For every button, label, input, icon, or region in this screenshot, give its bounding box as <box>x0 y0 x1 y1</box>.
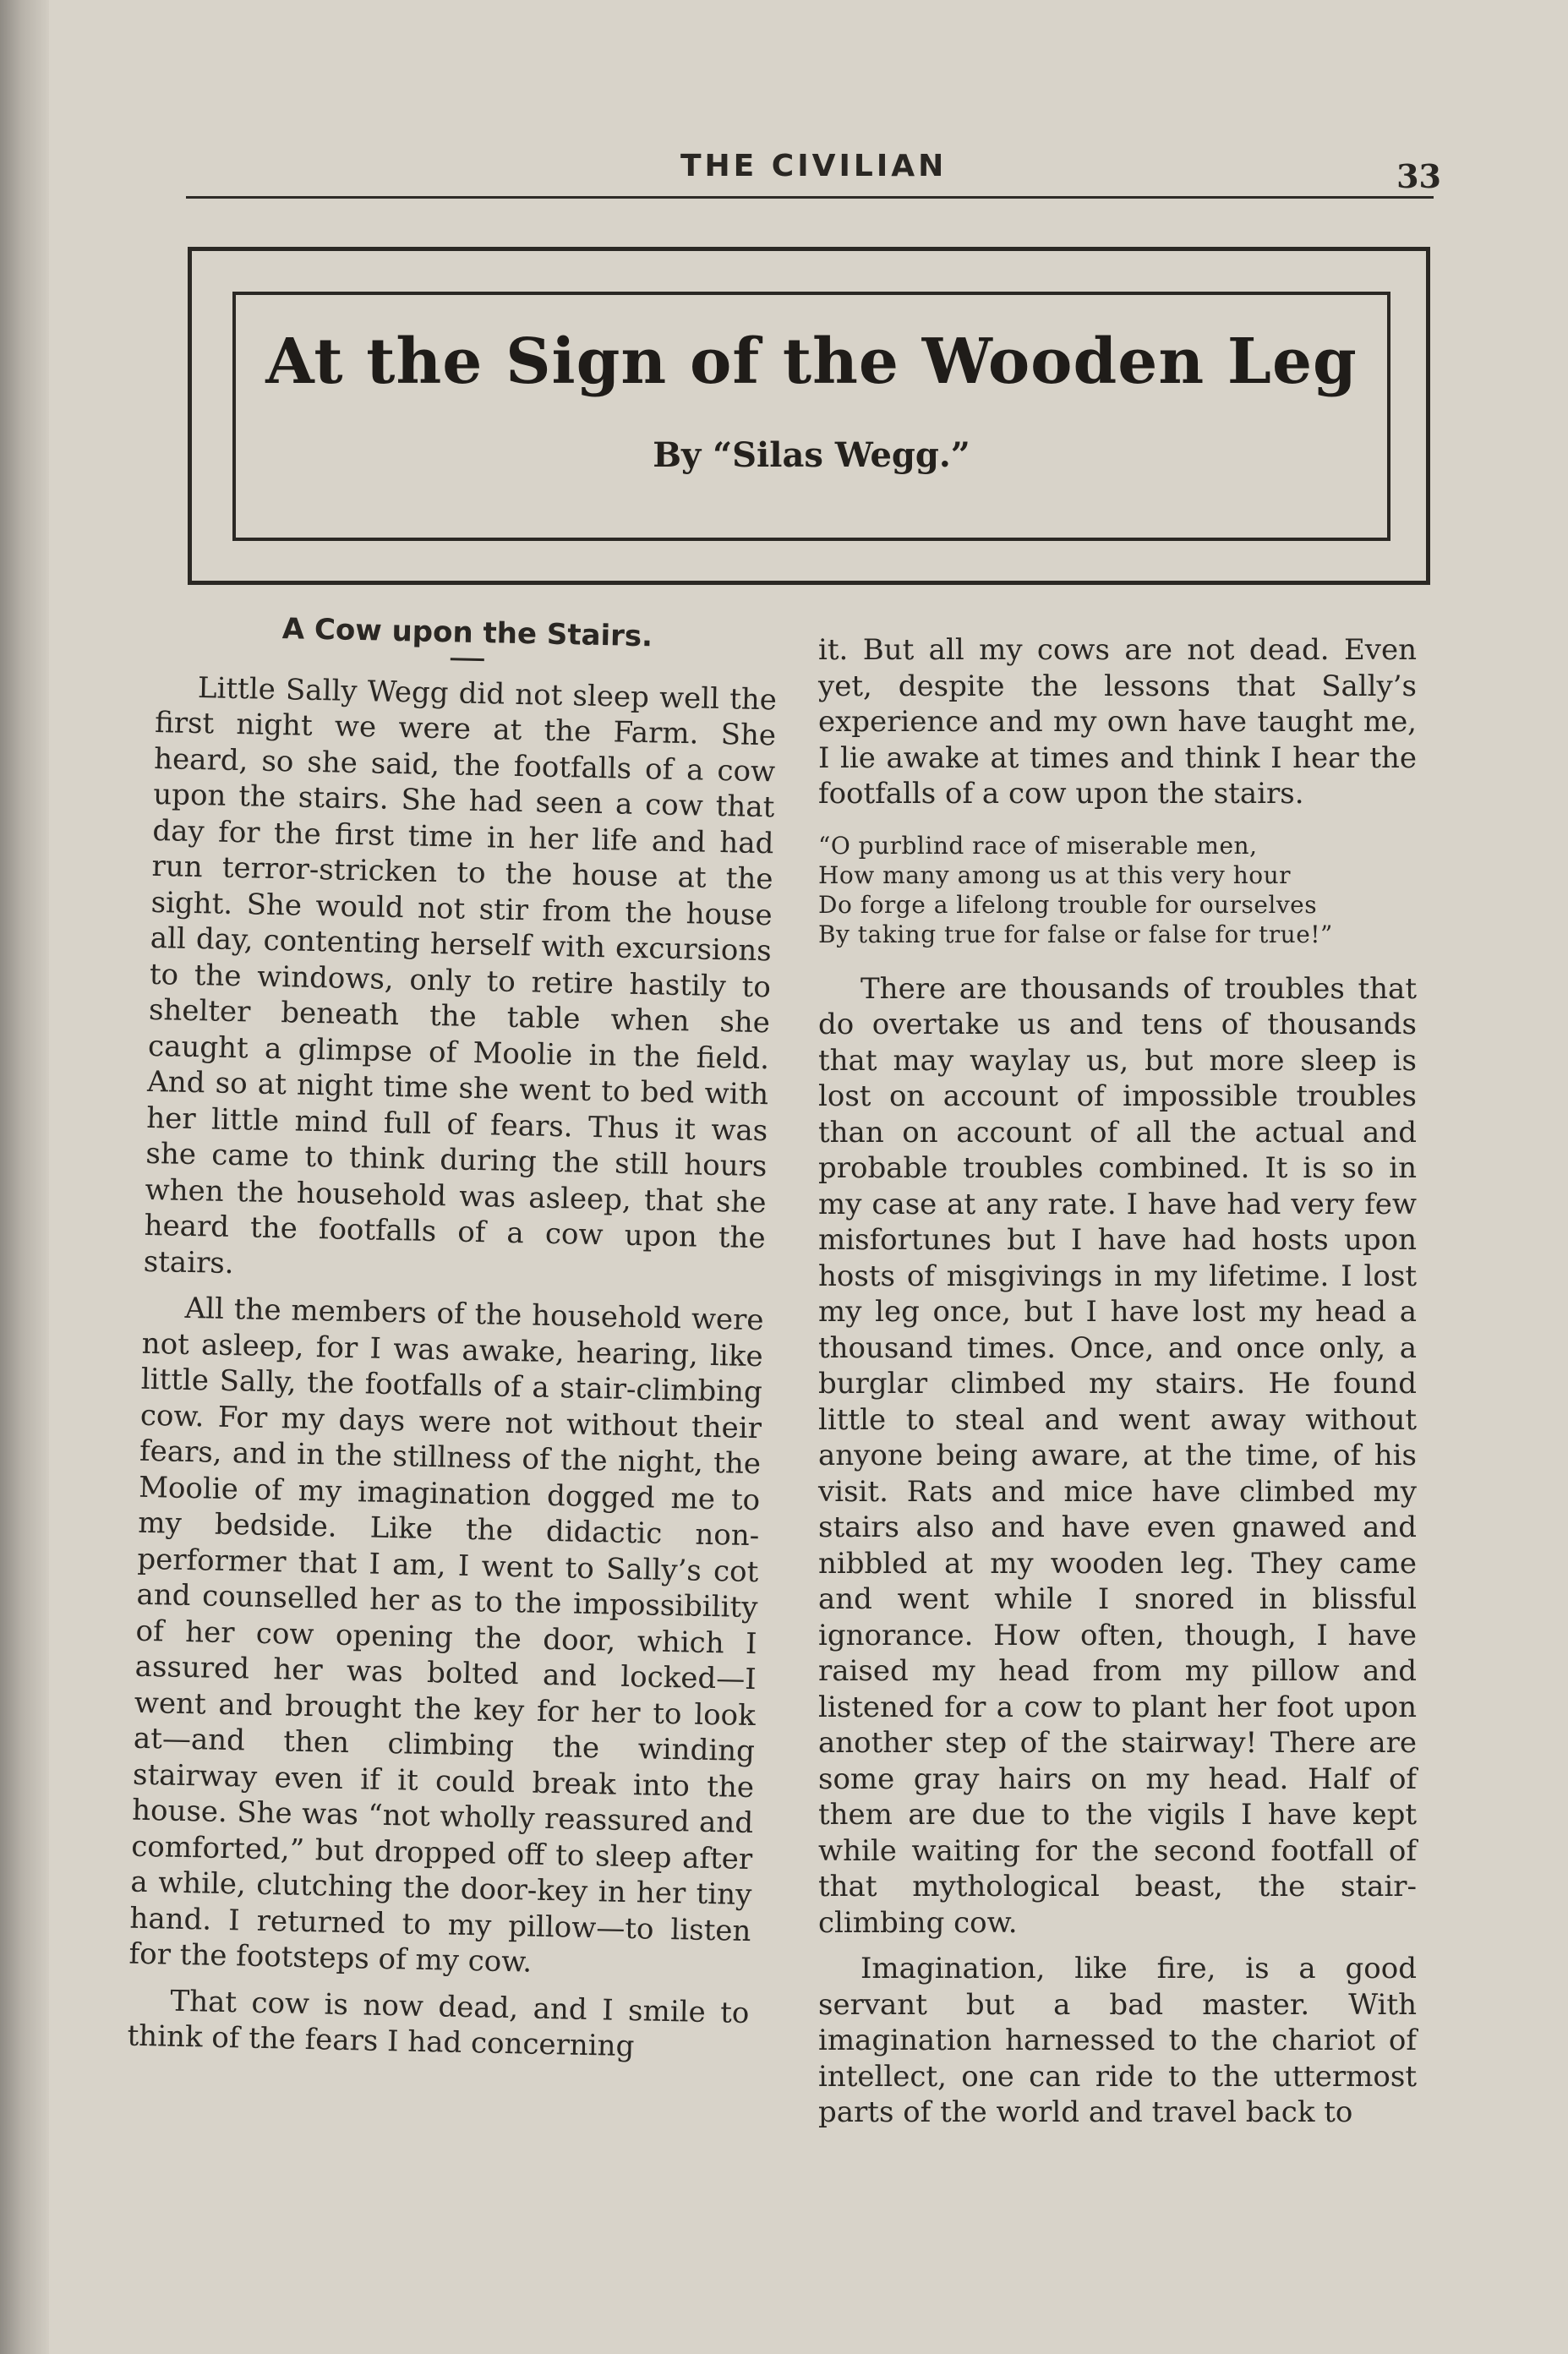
right-column <box>818 632 1417 2131</box>
paragraph: That cow is now dead, and I smile to think of the fears I had concerning <box>127 1984 750 2064</box>
heading-rule <box>450 658 484 661</box>
section-heading: A Cow upon the Stairs. <box>281 612 653 654</box>
left-column <box>127 609 779 2067</box>
poem-line: Do forge a lifelong trouble for ourselves <box>818 890 1318 919</box>
poem-quote <box>818 831 1417 949</box>
poem-line: “O purblind race of miserable men, <box>818 831 1258 860</box>
article-byline: By “Silas Wegg.” <box>653 435 970 475</box>
paragraph: it. But all my cows are not dead. Even yet, despite the lessons that Sally’s experience and my own have taught me, I lie awake at times and think I hear the footfalls of a cow upon the stairs. <box>818 633 1417 811</box>
paragraph: There are thousands of troubles that do overtake us and tens of thousands that may waylay us, but more sleep is lost on account of impossible troubles than on account of all the actual and probable troubles combined. It is so in my case at any rate. I have had very few misfortunes but I have had hosts upon hosts of misgivings in my lifetime. I lost my leg once, but I have lost my head a thousand times. Once, and once only, a burglar climbed my stairs. He found little to steal and went away without anyone being aware, at the time, of his visit. Rats and mice have climbed my stairs also and have even gnawed and nibbled at my wooden leg. They came and went while I snored in blissful ignorance. How often, though, I have raised my head from my pillow and listened for a cow to plant her foot upon another step of the stairway! There are some gray hairs on my head. Half of them are due to the vigils I have kept while waiting for the second footfall of that mythological beast, the stair-climbing cow. <box>818 971 1417 1940</box>
paragraph: Imagination, like fire, is a good servant but a bad master. With imagination harnessed to the chariot of intellect, one can ride to the uttermost parts of the world and travel back to <box>818 1952 1417 2129</box>
paragraph: All the members of the household were not asleep, for I was awake, hearing, like little Sally, the footfalls of a stair-climbing cow. For my days were not without their fears, and in the stillness of the night, the Moolie of my imagination dogged me to my bedside. Like the didactic non-performer that I am, I went to Sally’s cot and counselled her as to the impossibility of her cow opening the door, which I assured her was bolted and locked—I went and brought the key for her to look at—and then climbing the winding stairway even if it could break into the house. She was “not wholly reassured and comforted,” but dropped off to sleep after a while, clutching the door-key in her tiny hand. I returned to my pillow—to listen for the footsteps of my cow. <box>128 1291 764 1980</box>
paragraph: Little Sally Wegg did not sleep well the first night we were at the Farm. She heard, so she said, the footfalls of a cow upon the stairs. She had seen a cow that day for the first time in her life and had run terror-stricken to the house at the sight. She would not stir from the house all day, contenting herself with excursions to the windows, only to retire hastily to shelter beneath the table when she caught a glimpse of Moolie in the field. And so at night time she went to bed with her little mind full of fears. Thus it was she came to think during the still hours when the household was asleep, that she heard the footfalls of a cow upon the stairs. <box>143 670 778 1281</box>
header-rule <box>186 196 1434 199</box>
magazine-title: THE CIVILIAN <box>680 149 948 183</box>
page-gutter-shadow <box>0 0 49 2354</box>
poem-line: How many among us at this very hour <box>818 860 1292 889</box>
page-number: 33 <box>1396 157 1441 195</box>
running-header <box>186 144 1441 195</box>
article-title: At the Sign of the Wooden Leg <box>265 325 1358 398</box>
poem-line: By taking true for false or false for true!” <box>818 920 1333 948</box>
